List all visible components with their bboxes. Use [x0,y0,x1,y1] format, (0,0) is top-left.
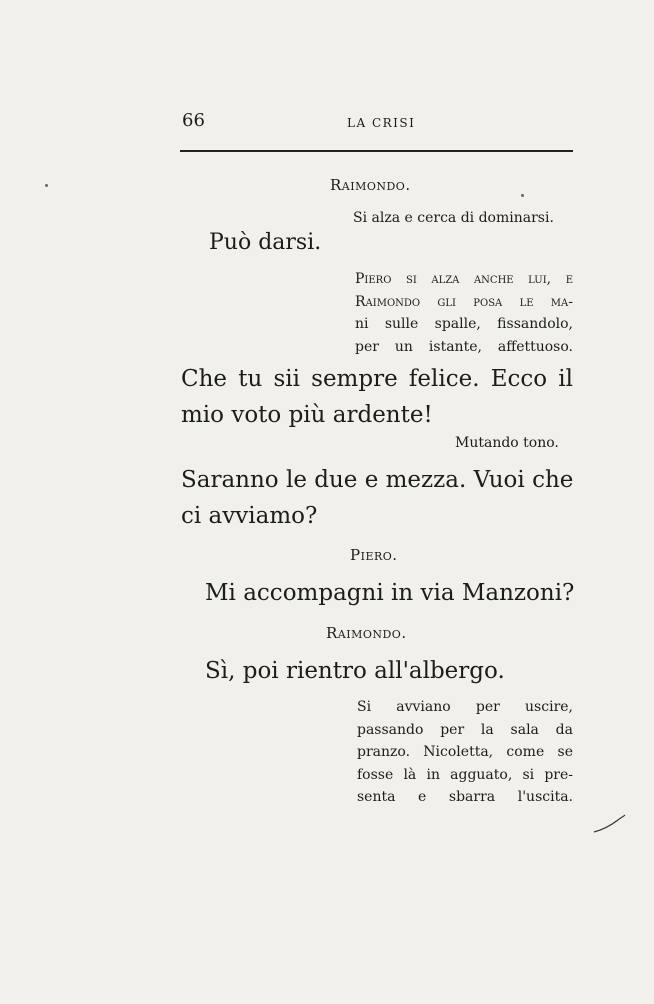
verse-line: Che tu sii sempre felice. Ecco il [181,366,573,392]
stage-line: Raimondo gli posa le ma- [355,293,573,310]
verse-line: Saranno le due e mezza. Vuoi che [181,467,574,493]
stage-line: fosse là in agguato, si pre- [357,766,573,783]
speaker-raimondo: Raimondo. [330,176,411,194]
stage-direction: Mutando tono. [455,435,559,451]
stage-direction-block [355,268,573,358]
stage-line: passando per la sala da [357,721,573,738]
header-rule [180,150,573,152]
verse-line: Mi accompagni in via Manzoni? [205,580,575,606]
verse-line: ci avviamo? [181,503,318,529]
speaker-raimondo: Raimondo. [326,624,407,642]
verse-line: mio voto più ardente! [181,402,433,428]
stage-line: Piero si alza anche lui, e [355,271,573,287]
stage-line: pranzo. Nicoletta, come se [357,744,573,760]
verse-line: Sì, poi rientro all'albergo. [205,658,505,684]
speaker-piero: Piero. [350,546,398,564]
running-title: LA CRISI [347,116,416,130]
stage-line: ni sulle spalle, fissandolo, [355,316,573,332]
speck [45,184,48,187]
stage-direction: Si alza e cerca di dominarsi. [353,210,554,226]
pen-stroke-mark [592,812,628,838]
stage-line: Si avviano per uscire, [357,699,573,715]
stage-line: per un istante, affettuoso. [355,338,573,355]
speck [521,194,524,197]
stage-direction-block [357,696,573,809]
page-number: 66 [182,110,205,131]
stage-line: senta e sbarra l'uscita. [357,789,573,805]
verse-line: Può darsi. [209,230,322,255]
